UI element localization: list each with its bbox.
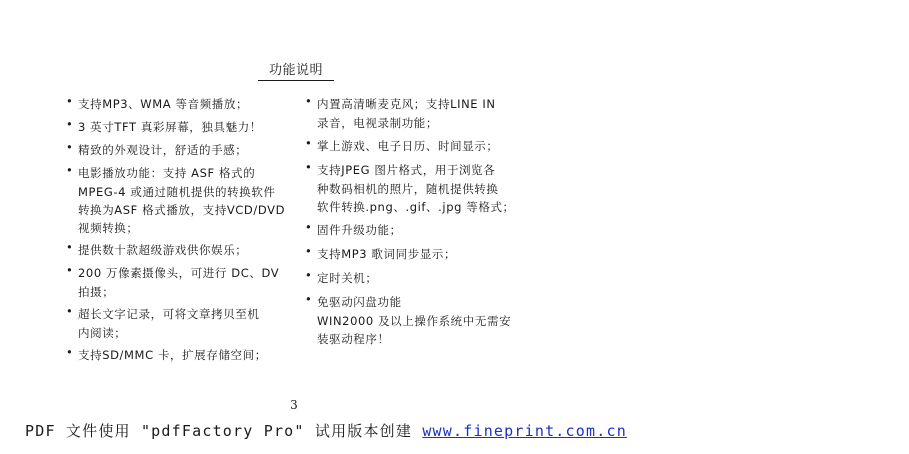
- bullet-icon: •: [305, 268, 313, 282]
- feature-line: 免驱动闪盘功能: [317, 295, 402, 309]
- page-title: 功能说明: [258, 62, 334, 81]
- feature-line: 视频转换；: [78, 221, 139, 235]
- feature-line: 拍摄；: [78, 285, 115, 299]
- feature-line: 支持JPEG 图片格式，用于浏览各: [317, 163, 496, 177]
- feature-item: [66, 304, 288, 342]
- bullet-icon: •: [305, 136, 313, 150]
- bullet-icon: •: [305, 292, 313, 306]
- bullet-icon: •: [305, 160, 313, 174]
- feature-line: 定时关机；: [317, 271, 378, 285]
- feature-line: 固件升级功能；: [317, 223, 402, 237]
- feature-item: [66, 163, 288, 237]
- feature-item: [305, 94, 525, 132]
- footer-link[interactable]: www.fineprint.com.cn: [422, 422, 627, 440]
- feature-list-right: [305, 94, 525, 352]
- bullet-icon: •: [305, 220, 313, 234]
- feature-line: 转换为ASF 格式播放，支持VCD/DVD: [78, 203, 286, 217]
- feature-line: 精致的外观设计，舒适的手感；: [78, 143, 248, 157]
- feature-list-left: [66, 94, 288, 368]
- bullet-icon: •: [66, 263, 74, 277]
- feature-line: 种数码相机的照片，随机提供转换: [317, 182, 499, 196]
- page-number: 3: [290, 398, 298, 412]
- feature-item: [305, 220, 525, 240]
- feature-line: 掌上游戏、电子日历、时间显示；: [317, 139, 499, 153]
- pdf-footer: [25, 420, 627, 441]
- feature-line: MPEG-4 或通过随机提供的转换软件: [78, 185, 276, 199]
- feature-item: [305, 160, 525, 216]
- bullet-icon: •: [66, 163, 74, 177]
- footer-text: PDF 文件使用 "pdfFactory Pro" 试用版本创建: [25, 422, 423, 440]
- feature-line: 200 万像素摄像头，可进行 DC、DV: [78, 266, 280, 280]
- feature-line: 支持SD/MMC 卡，扩展存储空间；: [78, 348, 267, 362]
- feature-item: [305, 136, 525, 156]
- feature-line: 软件转换.png、.gif、.jpg 等格式；: [317, 200, 515, 214]
- feature-item: [305, 292, 525, 348]
- bullet-icon: •: [66, 345, 74, 359]
- bullet-icon: •: [66, 94, 74, 108]
- feature-line: 支持MP3、WMA 等音频播放；: [78, 97, 249, 111]
- feature-line: 超长文字记录，可将文章拷贝至机: [78, 307, 260, 321]
- feature-line: 录音，电视录制功能；: [317, 116, 438, 130]
- feature-item: [66, 263, 288, 301]
- feature-line: WIN2000 及以上操作系统中无需安: [317, 314, 512, 328]
- bullet-icon: •: [66, 304, 74, 318]
- feature-line: 装驱动程序！: [317, 332, 390, 346]
- feature-line: 电影播放功能：支持 ASF 格式的: [78, 166, 256, 180]
- feature-item: [66, 117, 288, 137]
- bullet-icon: •: [305, 244, 313, 258]
- feature-item: [66, 240, 288, 260]
- feature-item: [305, 268, 525, 288]
- bullet-icon: •: [305, 94, 313, 108]
- feature-line: 3 英寸TFT 真彩屏幕，独具魅力！: [78, 120, 262, 134]
- bullet-icon: •: [66, 117, 74, 131]
- feature-item: [305, 244, 525, 264]
- feature-line: 内置高清晰麦克风；支持LINE IN: [317, 97, 496, 111]
- feature-item: [66, 94, 288, 114]
- bullet-icon: •: [66, 140, 74, 154]
- bullet-icon: •: [66, 240, 74, 254]
- feature-item: [66, 345, 288, 365]
- feature-line: 内阅读；: [78, 326, 127, 340]
- feature-line: 支持MP3 歌词同步显示；: [317, 247, 457, 261]
- feature-line: 提供数十款超级游戏供你娱乐；: [78, 243, 248, 257]
- feature-item: [66, 140, 288, 160]
